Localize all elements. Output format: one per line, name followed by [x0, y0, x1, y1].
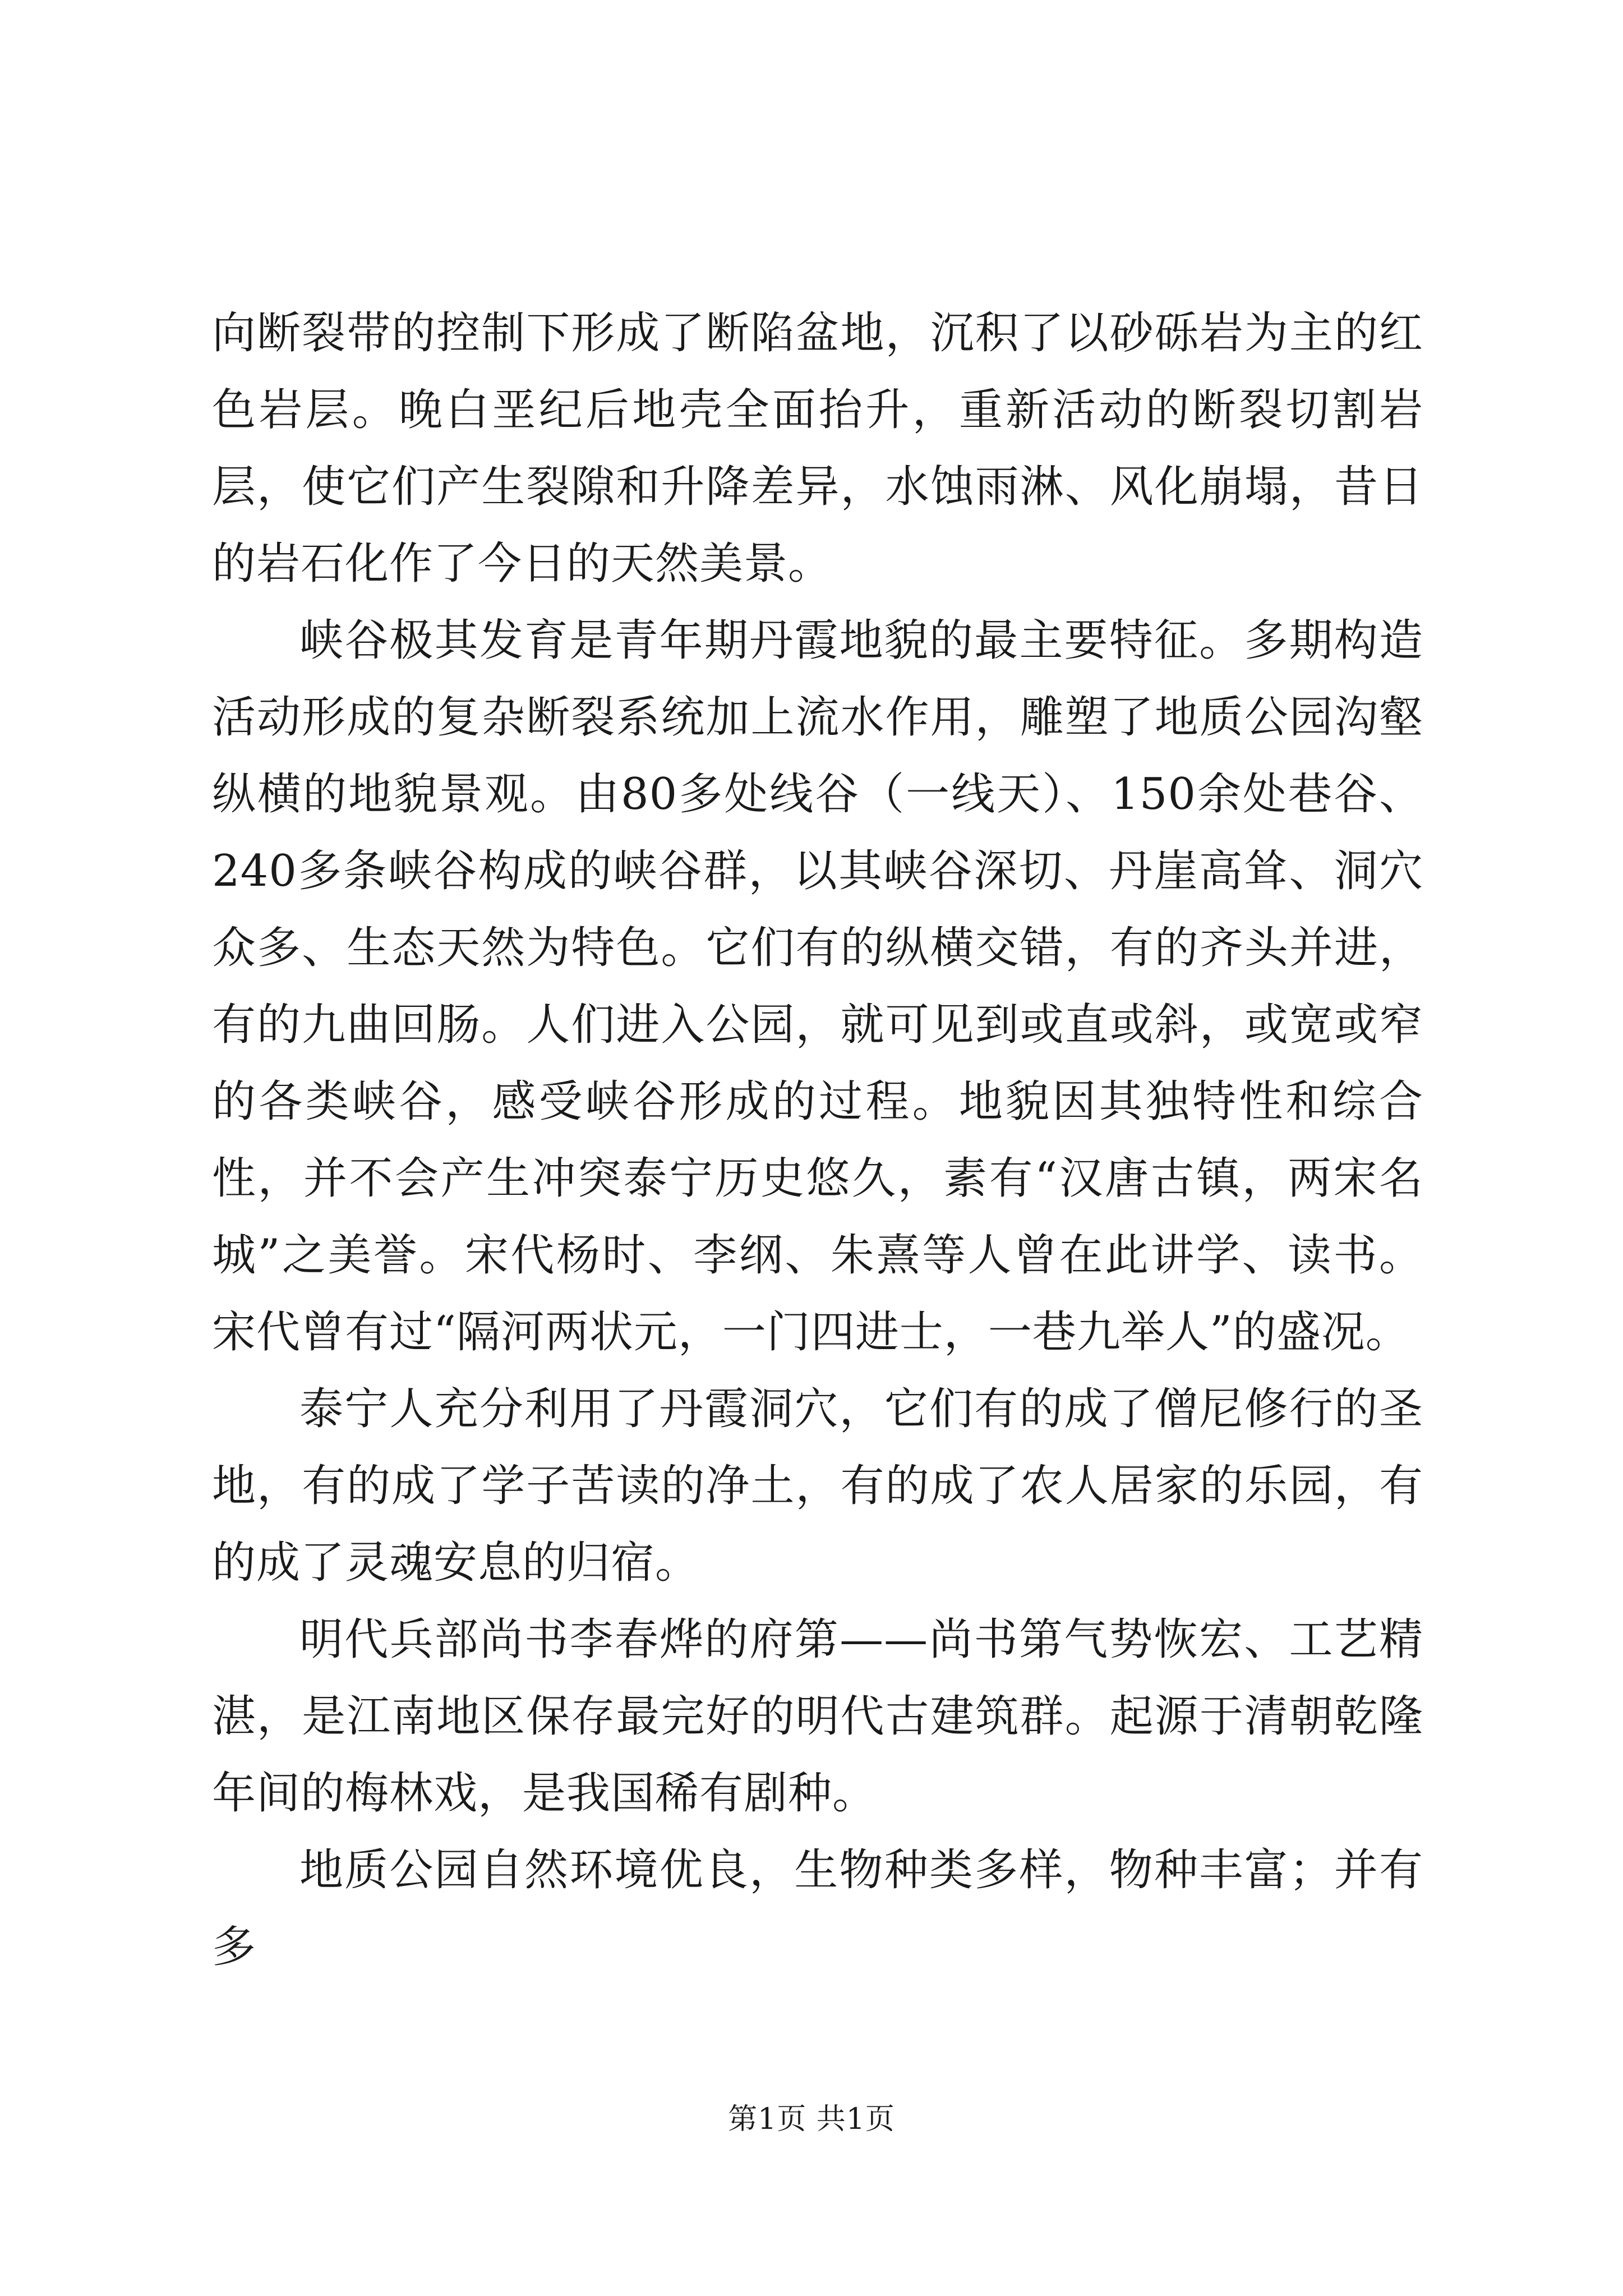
paragraph-4: 明代兵部尚书李春烨的府第——尚书第气势恢宏、工艺精湛，是江南地区保存最完好的明代古建筑群。起源于清朝乾隆年间的梅林戏，是我国稀有剧种。 — [212, 1614, 1423, 1819]
page-footer: 第1页 共1页 — [728, 2102, 895, 2136]
paragraph-3: 泰宁人充分利用了丹霞洞穴，它们有的成了僧尼修行的圣地，有的成了学子苦读的净土，有的成了农人居家的乐园，有的成了灵魂安息的归宿。 — [212, 1384, 1423, 1588]
paragraph-5: 地质公园自然环境优良，生物种类多样，物种丰富；并有多 — [212, 1845, 1423, 1972]
paragraph-2: 峡谷极其发育是青年期丹霞地貌的最主要特征。多期构造活动形成的复杂断裂系统加上流水作用，雕塑了地质公园沟壑纵横的地貌景观。由80多处线谷（一线天）、150余处巷谷、240多条峡谷构成的峡谷群，以其峡谷深切、丹崖高耸、洞穴众多、生态天然为特色。它们有的纵横交错，有的齐头并进，有的九曲回肠。人们进入公园，就可见到或直或斜，或宽或窄的各类峡谷，感受峡谷形成的过程。地貌因其独特性和综合性，并不会产生冲突泰宁历史悠久，素有“汉唐古镇，两宋名城”之美誉。宋代杨时、李纲、朱熹等人曾在此讲学、读书。宋代曾有过“隔河两状元，一门四进士，一巷九举人”的盛况。 — [212, 615, 1423, 1358]
document-body — [212, 295, 1423, 1986]
paragraph-1: 向断裂带的控制下形成了断陷盆地，沉积了以砂砾岩为主的红色岩层。晚白垩纪后地壳全面抬升，重新活动的断裂切割岩层，使它们产生裂隙和升降差异，水蚀雨淋、风化崩塌，昔日的岩石化作了今日的天然美景。 — [212, 308, 1423, 589]
